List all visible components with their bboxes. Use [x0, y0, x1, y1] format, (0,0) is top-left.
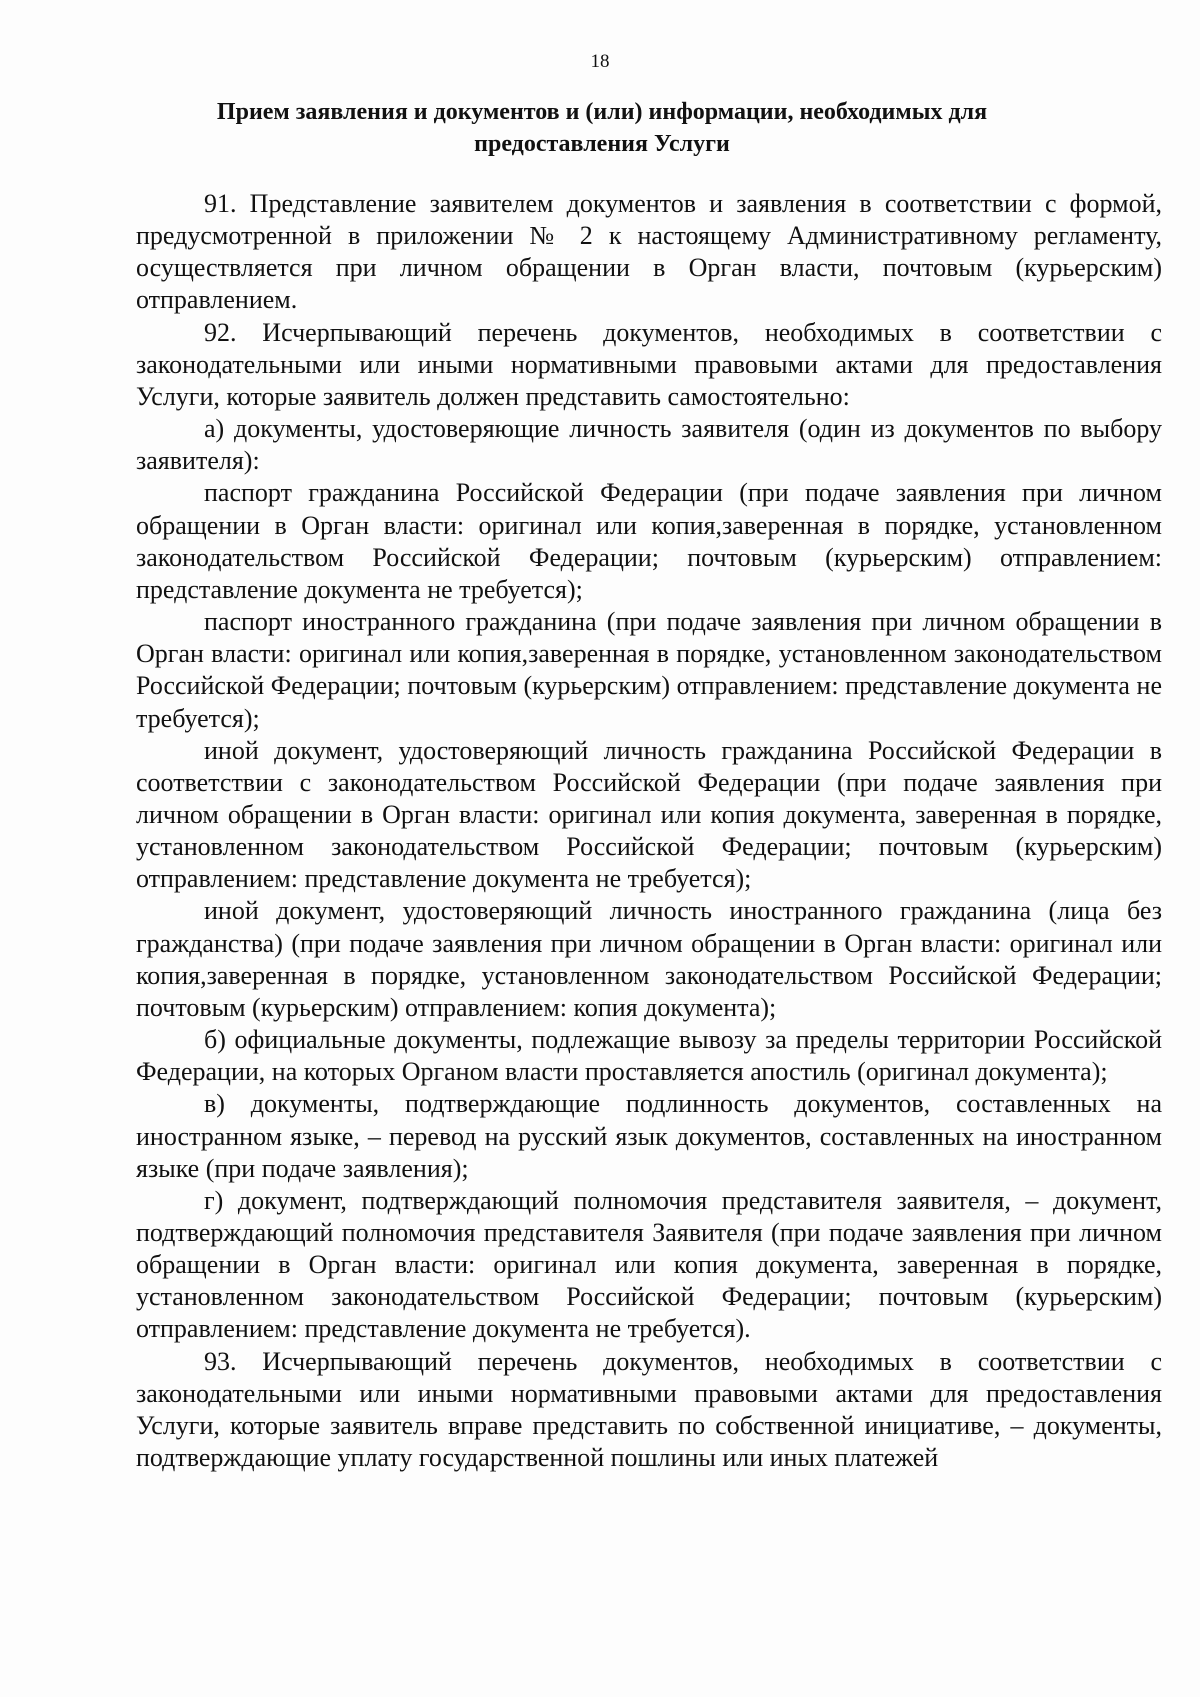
list-item-other-id-rf: иной документ, удостоверяющий личность гражданина Российской Федерации в соответствии с законодательством Российской Федерации (при подаче заявления при личном обращении в Орган власти: оригинал или копия документа, заверенная в порядке, установленном законодательством Российской Федерации; почтовым (курьерским) отправлением: представление документа не требуется);: [136, 735, 1162, 894]
paragraph-92: 92. Исчерпывающий перечень документов, необходимых в соответствии с законодательными или иными нормативными правовыми актами для предоставления Услуги, которые заявитель должен представить самостоятельно:: [136, 317, 1162, 411]
list-item-g: г) документ, подтверждающий полномочия представителя заявителя, – документ, подтверждающий полномочия представителя Заявителя (при подаче заявления при личном обращении в Орган власти: оригинал или копия документа, заверенная в порядке, установленном законодательством Российской Федерации; почтовым (курьерским) отправлением: представление документа не требуется).: [136, 1185, 1162, 1344]
section-heading: Прием заявления и документов и (или) информации, необходимых для предоставления Услуги: [216, 99, 988, 157]
document-body: [136, 188, 1162, 1474]
list-item-passport-foreign: паспорт иностранного гражданина (при подаче заявления при личном обращении в Орган власти: оригинал или копия,заверенная в порядке, установленном законодательством Российской Федерации; почтовым (курьерским) отправлением: представление документа не требуется);: [136, 607, 1162, 733]
list-item-other-id-foreign: иной документ, удостоверяющий личность иностранного гражданина (лица без гражданства) (при подаче заявления при личном обращении в Орган власти: оригинал или копия,заверенная в порядке, установленном законодательством Российской Федерации; почтовым (курьерским) отправлением: копия документа);: [136, 896, 1162, 1022]
paragraph-93: 93. Исчерпывающий перечень документов, необходимых в соответствии с законодательными или иными нормативными правовыми актами для предоставления Услуги, которые заявитель вправе представить по собственной инициативе, – документы, подтверждающие уплату государственной пошлины или иных платежей: [136, 1346, 1162, 1473]
list-item-a: а) документы, удостоверяющие личность заявителя (один из документов по выбору заявителя):: [136, 414, 1162, 476]
list-item-b: б) официальные документы, подлежащие вывозу за пределы территории Российской Федерации, на которых Органом власти проставляется апостиль (оригинал документа);: [136, 1025, 1162, 1087]
paragraph-91: 91. Представление заявителем документов и заявления в соответствии с формой, предусмотренной в приложении № 2 к настоящему Административному регламенту, осуществляется при личном обращении в Орган власти, почтовым (курьерским) отправлением.: [136, 189, 1162, 315]
page-number: 18: [590, 51, 610, 72]
list-item-passport-rf: паспорт гражданина Российской Федерации (при подаче заявления при личном обращении в Орган власти: оригинал или копия,заверенная в порядке, установленном законодательством Российской Федерации; почтовым (курьерским) отправлением: представление документа не требуется);: [136, 478, 1162, 604]
list-item-v: в) документы, подтверждающие подлинность документов, составленных на иностранном языке, – перевод на русский язык документов, составленных на иностранном языке (при подаче заявления);: [136, 1089, 1162, 1183]
